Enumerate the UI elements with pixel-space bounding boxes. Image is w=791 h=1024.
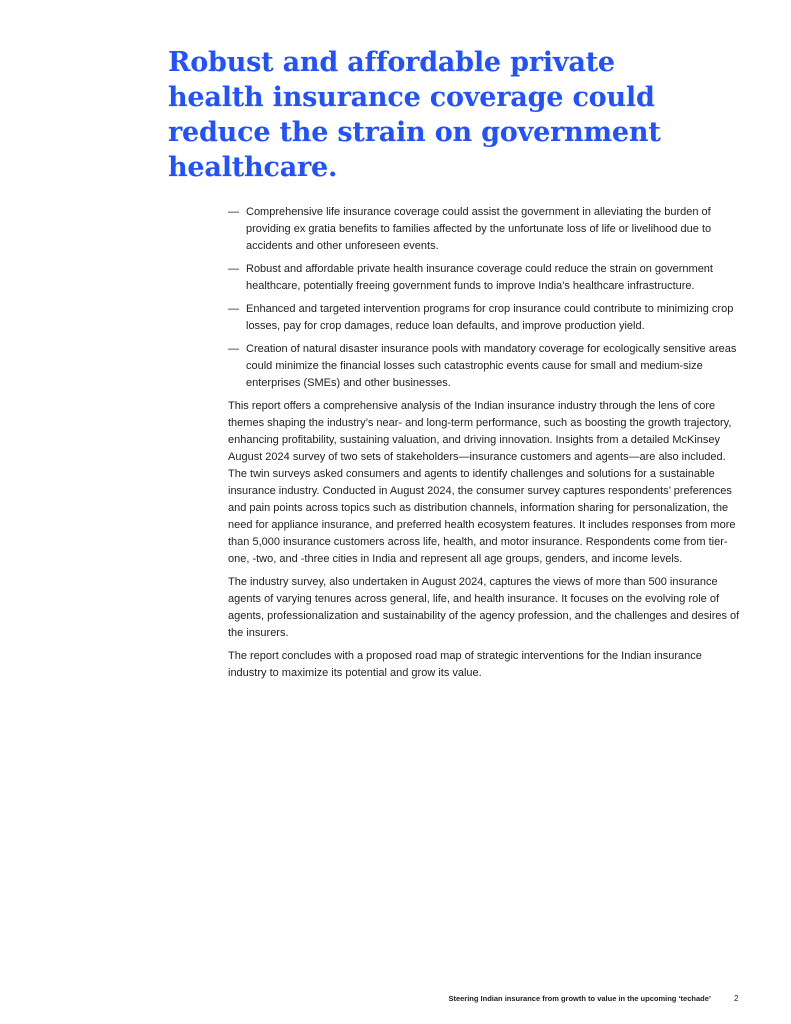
bullet-item <box>228 341 740 392</box>
bullet-dash: — <box>228 263 239 275</box>
bullet-text: Comprehensive life insurance coverage could assist the government in alleviating the burden of providing ex gratia benefits to families affected by the unfortunate loss of life or livelihood due to accidents and other unforeseen events. <box>246 206 712 252</box>
body-content <box>228 204 740 688</box>
page-headline: Robust and affordable private health insurance coverage could reduce the strain on government healthcare. <box>168 47 661 183</box>
bullet-text: Robust and affordable private health insurance coverage could reduce the strain on government healthcare, potentially freeing government funds to improve India’s healthcare infrastructure. <box>246 263 713 292</box>
body-paragraph: The industry survey, also undertaken in August 2024, captures the views of more than 500 insurance agents of varying tenures across general, life, and health insurance. It focuses on the evolving role of agents, professionalization and sustainability of the agency profession, and the challenges and desires of the insurers. <box>228 576 740 639</box>
bullet-text: Creation of natural disaster insurance pools with mandatory coverage for ecologically sensitive areas could minimize the financial losses such catastrophic events cause for small and medium-size enterprises (SMEs) and other businesses. <box>246 343 737 389</box>
bullet-dash: — <box>228 343 239 355</box>
footer-page-number: 2 <box>734 994 739 1003</box>
bullet-dash: — <box>228 303 239 315</box>
bullet-item <box>228 204 740 255</box>
bullet-dash: — <box>228 206 239 218</box>
bullet-list <box>228 204 740 392</box>
body-paragraph: This report offers a comprehensive analysis of the Indian insurance industry through the lens of core themes shaping the industry’s near- and long-term performance, such as boosting the growth trajectory, enhancing profitability, sustaining valuation, and driving innovation. Insights from a detailed McKinsey August 2024 survey of two sets of stakeholders—insurance customers and agents—are also included. The twin surveys asked consumers and agents to identify challenges and solutions for a sustainable insurance industry. Conducted in August 2024, the consumer survey captures respondents’ preferences and pain points across topics such as distribution channels, information sharing for personalization, the need for appliance insurance, and preferred health ecosystem features. It includes responses from more than 5,000 insurance customers across life, health, and motor insurance. Respondents come from tier-one, -two, and -three cities in India and represent all age groups, genders, and income levels. <box>228 400 736 565</box>
bullet-text: Enhanced and targeted intervention programs for crop insurance could contribute to minimizing crop losses, pay for crop damages, reduce loan defaults, and improve production yield. <box>246 303 734 332</box>
bullet-item <box>228 301 740 335</box>
footer-report-title: Steering Indian insurance from growth to value in the upcoming ‘techade’ <box>448 994 711 1003</box>
bullet-item <box>228 261 740 295</box>
body-paragraph: The report concludes with a proposed road map of strategic interventions for the Indian insurance industry to maximize its potential and grow its value. <box>228 650 702 679</box>
